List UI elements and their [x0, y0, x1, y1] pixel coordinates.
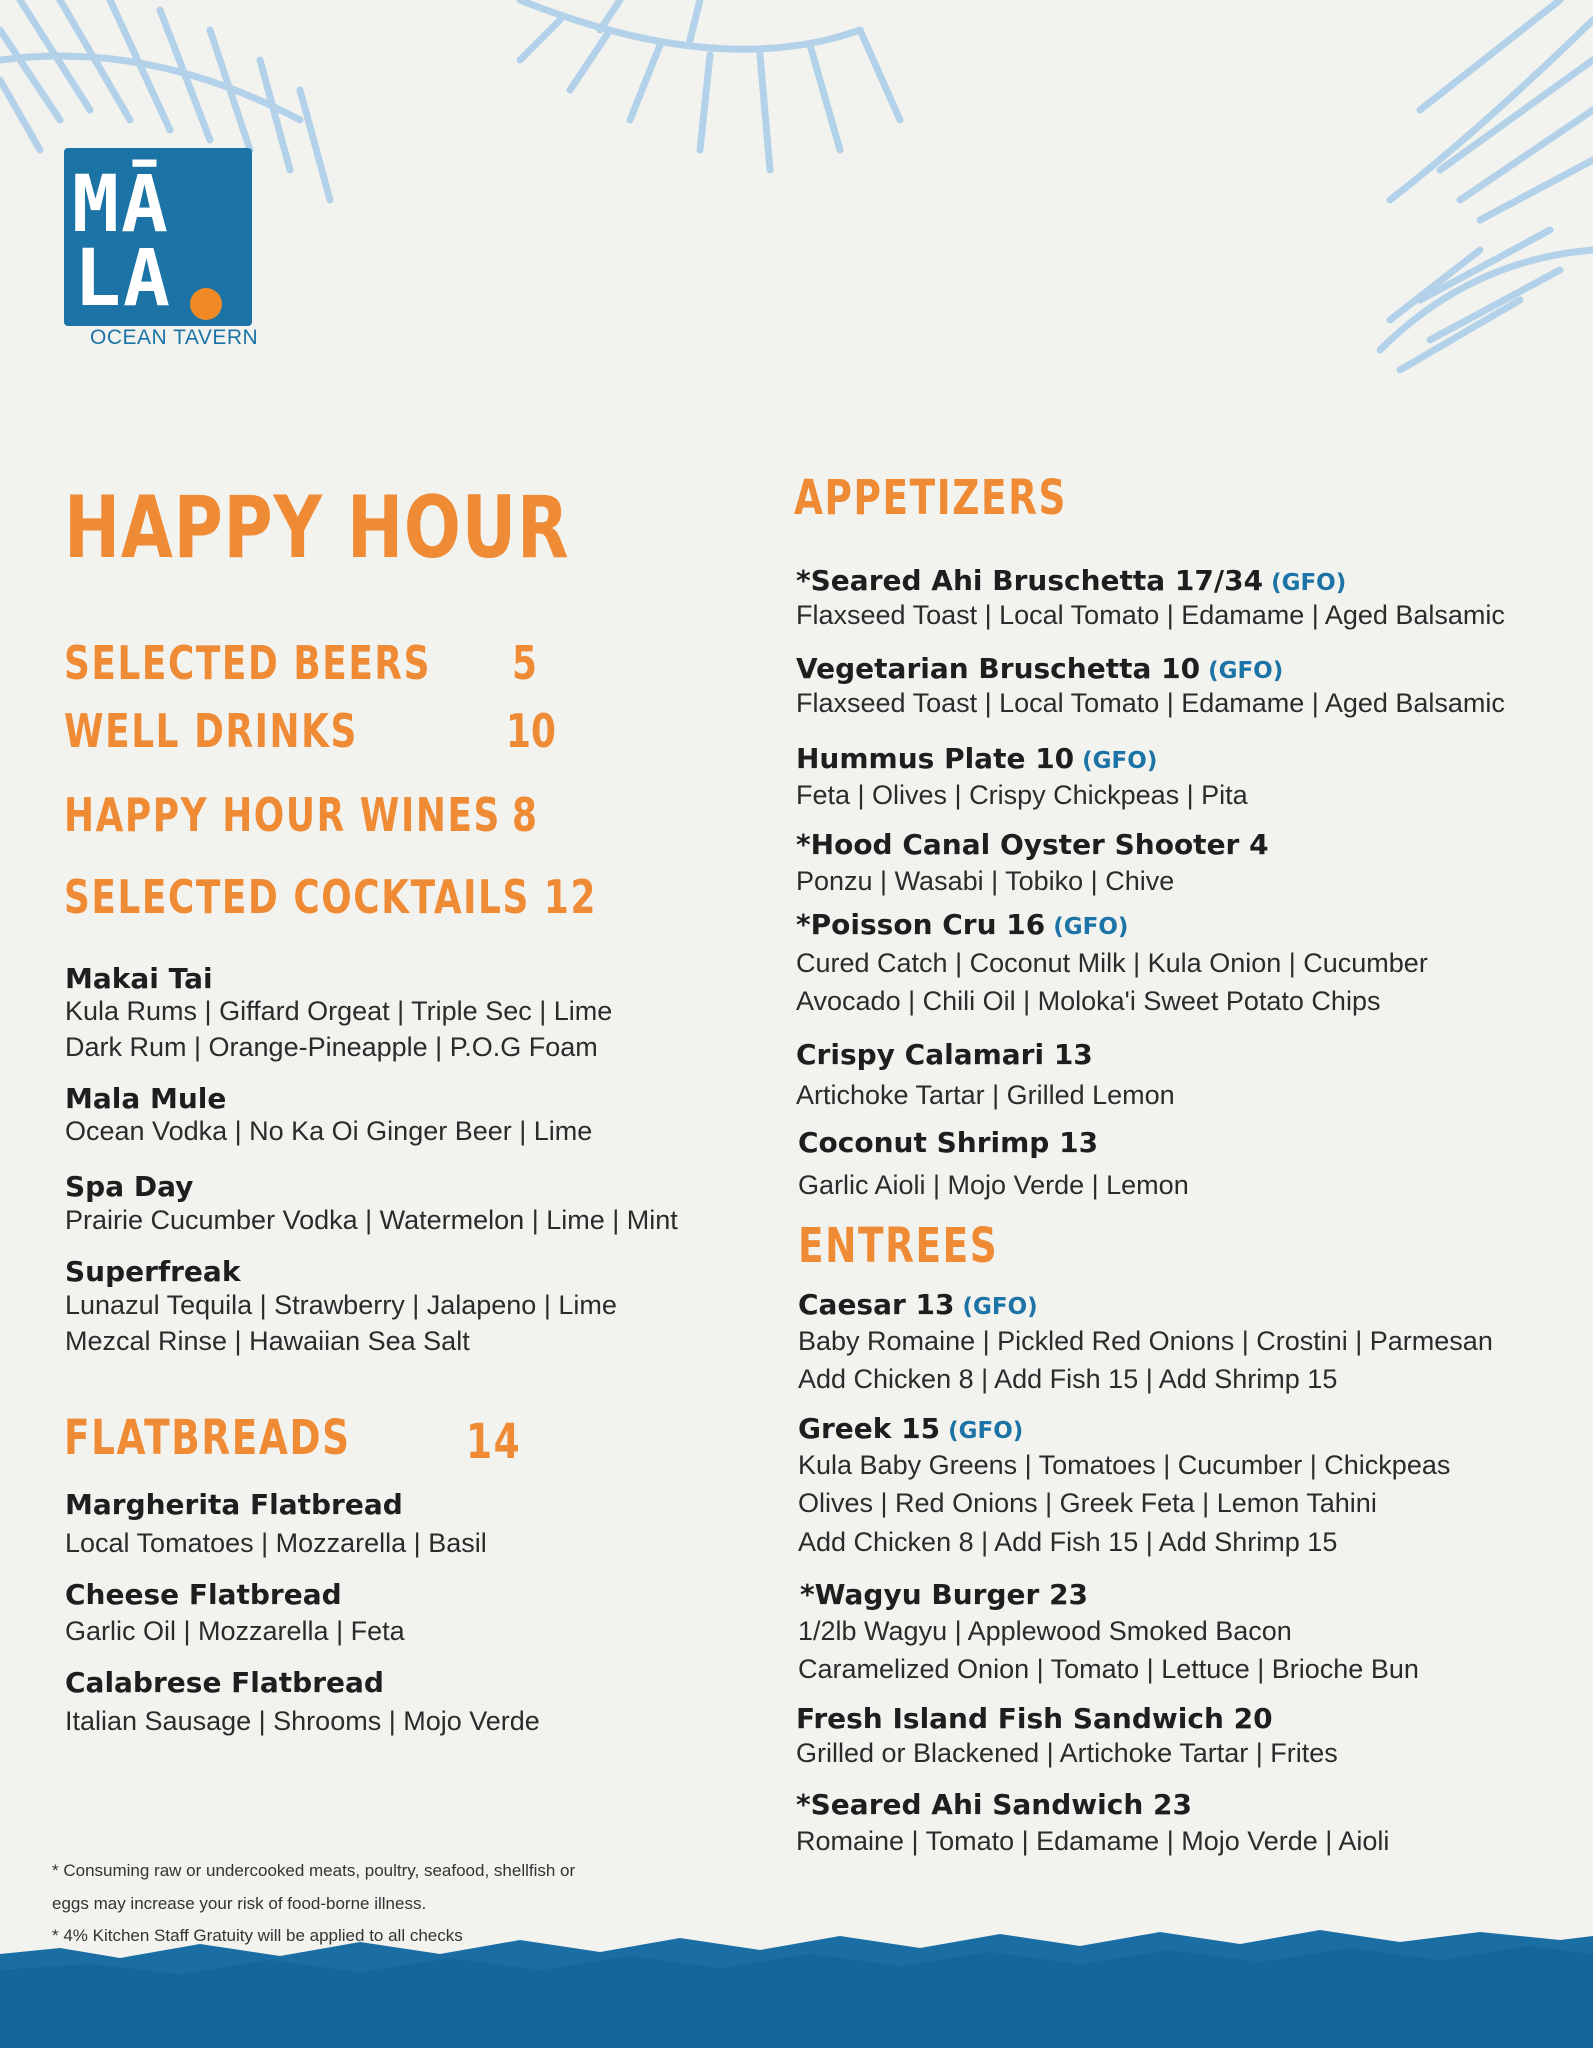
appetizer-desc: Feta | Olives | Crispy Chickpeas | Pita [796, 780, 1248, 810]
price-row-wines: HAPPY HOUR WINES [64, 788, 501, 842]
flatbread-name: Calabrese Flatbread [65, 1666, 384, 1699]
cocktail-desc: Prairie Cucumber Vodka | Watermelon | Lime | Mint [65, 1205, 678, 1235]
appetizer-name [796, 828, 1269, 861]
entree-name-text: Greek 15 [798, 1412, 941, 1445]
flatbreads-price: 14 [466, 1414, 522, 1470]
appetizer-name-text: Coconut Shrimp 13 [798, 1126, 1099, 1159]
flatbread-desc: Italian Sausage | Shrooms | Mojo Verde [65, 1706, 540, 1736]
logo-text-line2: LA [74, 234, 172, 324]
flatbread-desc: Local Tomatoes | Mozzarella | Basil [65, 1528, 487, 1558]
happy-hour-title: HAPPY HOUR [64, 478, 570, 578]
entree-desc: Kula Baby Greens | Tomatoes | Cucumber | Chickpeas [798, 1450, 1451, 1480]
footnote-raw-food: * Consuming raw or undercooked meats, poultry, seafood, shellfish or [52, 1861, 576, 1880]
entree-desc: Romaine | Tomato | Edamame | Mojo Verde | Aioli [796, 1826, 1390, 1856]
entree-name [796, 1788, 1192, 1821]
price-row-beers: SELECTED BEERS [64, 636, 432, 690]
entrees-title: ENTREES [798, 1218, 999, 1274]
cocktail-desc: Ocean Vodka | No Ka Oi Ginger Beer | Lime [65, 1116, 593, 1146]
entree-name-text: *Wagyu Burger 23 [800, 1578, 1089, 1611]
appetizer-name [796, 564, 1346, 597]
entree-desc: 1/2lb Wagyu | Applewood Smoked Bacon [798, 1616, 1292, 1646]
entree-desc: Baby Romaine | Pickled Red Onions | Crostini | Parmesan [798, 1326, 1493, 1356]
entree-name-text: Caesar 13 [798, 1288, 955, 1321]
brand-logo [64, 148, 259, 349]
appetizer-desc: Garlic Aioli | Mojo Verde | Lemon [798, 1170, 1189, 1200]
entree-name [798, 1412, 1023, 1445]
entree-name-text: *Seared Ahi Sandwich 23 [796, 1788, 1192, 1821]
ocean-wave-decoration [0, 1930, 1593, 2048]
sun-icon [190, 288, 222, 320]
appetizer-name-text: Hummus Plate 10 [796, 742, 1075, 775]
price-wines: 8 [512, 788, 537, 842]
appetizer-name [796, 742, 1157, 775]
appetizer-name-text: *Poisson Cru 16 [796, 908, 1046, 941]
price-row-well-drinks: WELL DRINKS [64, 704, 358, 758]
cocktail-name: Superfreak [65, 1255, 241, 1288]
appetizer-name-text: Crispy Calamari 13 [796, 1038, 1093, 1071]
cocktail-name: Makai Tai [65, 962, 213, 995]
appetizer-name [796, 908, 1128, 941]
appetizer-desc: Artichoke Tartar | Grilled Lemon [796, 1080, 1175, 1110]
appetizer-desc: Flaxseed Toast | Local Tomato | Edamame | Aged Balsamic [796, 600, 1505, 630]
entree-desc: Grilled or Blackened | Artichoke Tartar | Frites [796, 1738, 1338, 1768]
cocktail-desc: Lunazul Tequila | Strawberry | Jalapeno | Lime [65, 1290, 617, 1320]
footnote-raw-food-cont: eggs may increase your risk of food-borne illness. [52, 1894, 427, 1913]
appetizer-name-text: *Seared Ahi Bruschetta 17/34 [796, 564, 1264, 597]
entree-desc: Add Chicken 8 | Add Fish 15 | Add Shrimp 15 [798, 1364, 1338, 1394]
appetizer-name [798, 1126, 1098, 1159]
cocktail-desc: Dark Rum | Orange-Pineapple | P.O.G Foam [65, 1032, 598, 1062]
appetizer-desc: Avocado | Chili Oil | Moloka'i Sweet Potato Chips [796, 986, 1381, 1016]
cocktail-desc: Kula Rums | Giffard Orgeat | Triple Sec | Lime [65, 996, 613, 1026]
appetizer-desc: Ponzu | Wasabi | Tobiko | Chive [796, 866, 1175, 896]
flatbread-name: Margherita Flatbread [65, 1488, 403, 1521]
appetizer-name [796, 1038, 1093, 1071]
flatbreads-title: FLATBREADS [64, 1410, 351, 1466]
appetizer-name-text: *Hood Canal Oyster Shooter 4 [796, 828, 1269, 861]
price-well-drinks: 10 [506, 704, 556, 758]
entree-desc: Caramelized Onion | Tomato | Lettuce | Brioche Bun [798, 1654, 1419, 1684]
gfo-badge: (GFO) [962, 1294, 1038, 1320]
flatbread-desc: Garlic Oil | Mozzarella | Feta [65, 1616, 405, 1646]
cocktail-name: Mala Mule [65, 1082, 227, 1115]
gfo-badge: (GFO) [948, 1418, 1024, 1444]
price-row-cocktails: SELECTED COCKTAILS 12 [64, 870, 597, 924]
entree-desc: Olives | Red Onions | Greek Feta | Lemon Tahini [798, 1488, 1377, 1518]
entree-name [800, 1578, 1088, 1611]
cocktail-name: Spa Day [65, 1170, 194, 1203]
cocktail-desc: Mezcal Rinse | Hawaiian Sea Salt [65, 1326, 470, 1356]
appetizer-name-text: Vegetarian Bruschetta 10 [796, 652, 1201, 685]
entree-desc: Add Chicken 8 | Add Fish 15 | Add Shrimp 15 [798, 1527, 1338, 1557]
gfo-badge: (GFO) [1208, 658, 1284, 684]
entree-name [796, 1702, 1273, 1735]
logo-text-line1: MĀ [72, 160, 170, 250]
gfo-badge: (GFO) [1082, 748, 1158, 774]
appetizer-desc: Cured Catch | Coconut Milk | Kula Onion | Cucumber [796, 948, 1428, 978]
gfo-badge: (GFO) [1053, 914, 1129, 940]
flatbread-name: Cheese Flatbread [65, 1578, 342, 1611]
entree-name [798, 1288, 1038, 1321]
gfo-badge: (GFO) [1271, 570, 1347, 596]
appetizer-desc: Flaxseed Toast | Local Tomato | Edamame | Aged Balsamic [796, 688, 1505, 718]
appetizer-name [796, 652, 1283, 685]
price-beers: 5 [512, 636, 537, 690]
logo-subtitle: OCEAN TAVERN [90, 326, 259, 349]
footnote-gratuity: * 4% Kitchen Staff Gratuity will be applied to all checks [52, 1926, 463, 1945]
entree-name-text: Fresh Island Fish Sandwich 20 [796, 1702, 1273, 1735]
appetizers-title: APPETIZERS [794, 470, 1068, 526]
